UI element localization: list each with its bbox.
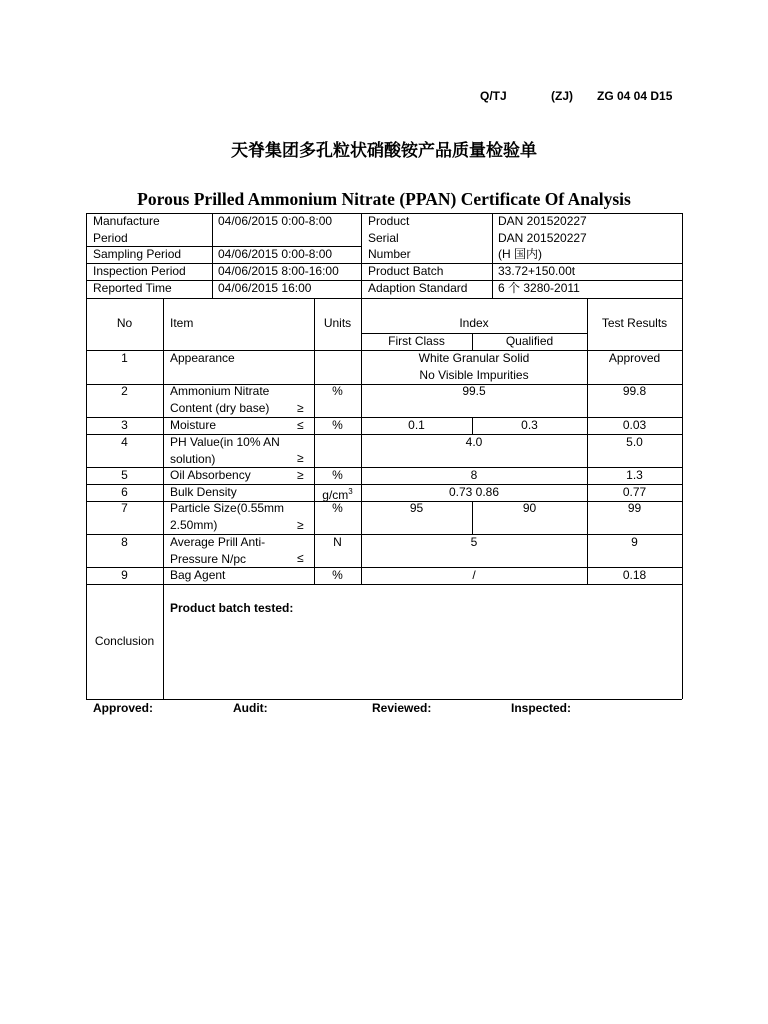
standard-code: Q/TJ bbox=[480, 89, 507, 103]
manufacture-period-value: 04/06/2015 0:00-8:00 bbox=[218, 214, 333, 228]
adaption-standard-value: 6 个 3280-2011 bbox=[498, 281, 580, 295]
conclusion-text: Product batch tested: bbox=[170, 601, 294, 615]
row-item: Moisture bbox=[170, 418, 217, 432]
header-item: Item bbox=[170, 316, 194, 330]
product-batch-value: 33.72+150.00t bbox=[498, 264, 576, 278]
row-unit: % bbox=[332, 468, 343, 482]
reviewed-label: Reviewed: bbox=[372, 701, 432, 715]
row-first-class: 0.1 bbox=[408, 418, 425, 432]
row-no: 4 bbox=[121, 435, 128, 449]
row-result: 99.8 bbox=[622, 384, 647, 398]
comparison-symbol: ≥ bbox=[297, 468, 304, 482]
row-unit: % bbox=[332, 418, 343, 432]
comparison-symbol: ≤ bbox=[297, 418, 304, 432]
adaption-standard-label: Adaption Standard bbox=[368, 281, 468, 295]
row-item: Appearance bbox=[170, 351, 235, 365]
header-qualified: Qualified bbox=[505, 334, 554, 348]
reported-time-label: Reported Time bbox=[93, 281, 172, 295]
row-index: 5 bbox=[470, 535, 478, 549]
row-index: / bbox=[472, 568, 476, 582]
row-item: Particle Size(0.55mm 2.50mm) bbox=[170, 501, 285, 532]
row-item: Bulk Density bbox=[170, 485, 237, 499]
header-units: Units bbox=[323, 316, 352, 330]
comparison-symbol: ≥ bbox=[297, 518, 304, 532]
row-result: 0.18 bbox=[622, 568, 647, 582]
sampling-period-label: Sampling Period bbox=[93, 247, 182, 261]
approved-label: Approved: bbox=[93, 701, 153, 715]
row-index: White Granular Solid No Visible Impurities bbox=[418, 351, 530, 382]
row-index: 4.0 bbox=[465, 435, 483, 449]
row-result: 5.0 bbox=[626, 435, 643, 449]
row-unit: N bbox=[333, 535, 342, 549]
row-item: Ammonium Nitrate Content (dry base) bbox=[170, 384, 270, 415]
sampling-period-value: 04/06/2015 0:00-8:00 bbox=[218, 247, 333, 261]
manufacture-period-label: Manufacture Period bbox=[93, 214, 160, 245]
row-no: 7 bbox=[121, 501, 128, 515]
row-item: Average Prill Anti- Pressure N/pc bbox=[170, 535, 266, 566]
row-index: 8 bbox=[470, 468, 478, 482]
product-serial-label: Product Serial Number bbox=[368, 214, 411, 261]
row-item: Oil Absorbency bbox=[170, 468, 251, 482]
row-unit: % bbox=[332, 501, 343, 515]
row-result: 0.03 bbox=[622, 418, 647, 432]
row-item: PH Value(in 10% AN solution) bbox=[170, 435, 280, 466]
reported-time-value: 04/06/2015 16:00 bbox=[218, 281, 312, 295]
product-serial-value: DAN 201520227 DAN 201520227 (H 国内) bbox=[498, 214, 587, 261]
row-no: 2 bbox=[121, 384, 128, 398]
inspection-period-value: 04/06/2015 8:00-16:00 bbox=[218, 264, 339, 278]
row-no: 8 bbox=[121, 535, 128, 549]
row-no: 3 bbox=[121, 418, 128, 432]
row-item: Bag Agent bbox=[170, 568, 226, 582]
inspection-period-label: Inspection Period bbox=[93, 264, 186, 278]
row-index: 99.5 bbox=[462, 384, 486, 398]
row-no: 9 bbox=[121, 568, 128, 582]
row-index: 0.73 0.86 bbox=[448, 485, 500, 499]
row-result: Approved bbox=[608, 351, 661, 365]
row-unit: $g/cm^3$ bbox=[322, 487, 353, 502]
title-chinese: 天脊集团多孔粒状硝酸铵产品质量检验单 bbox=[231, 141, 537, 161]
row-unit: % bbox=[332, 384, 343, 398]
product-batch-label: Product Batch bbox=[368, 264, 444, 278]
comparison-symbol: ≥ bbox=[297, 401, 304, 415]
row-result: 0.77 bbox=[622, 485, 647, 499]
row-result: 9 bbox=[631, 535, 638, 549]
row-no: 6 bbox=[121, 485, 128, 499]
row-qualified: 0.3 bbox=[521, 418, 538, 432]
header-index: Index bbox=[459, 316, 489, 330]
document-number: ZG 04 04 D15 bbox=[597, 89, 673, 103]
row-no: 5 bbox=[121, 468, 128, 482]
header-first-class: First Class bbox=[388, 334, 445, 348]
comparison-symbol: ≤ bbox=[297, 551, 304, 565]
org-code: (ZJ) bbox=[551, 89, 573, 103]
title-english: Porous Prilled Ammonium Nitrate (PPAN) Certificate Of Analysis bbox=[137, 189, 631, 209]
inspected-label: Inspected: bbox=[511, 701, 572, 715]
row-first-class: 95 bbox=[409, 501, 424, 515]
row-result: 1.3 bbox=[626, 468, 643, 482]
row-unit: % bbox=[332, 568, 343, 582]
row-no: 1 bbox=[121, 351, 128, 365]
conclusion-label: Conclusion bbox=[94, 634, 155, 648]
comparison-symbol: ≥ bbox=[297, 451, 304, 465]
audit-label: Audit: bbox=[233, 701, 268, 715]
row-result: 99 bbox=[627, 501, 642, 515]
row-qualified: 90 bbox=[522, 501, 537, 515]
header-no: No bbox=[116, 316, 133, 330]
header-test-results: Test Results bbox=[601, 316, 668, 330]
